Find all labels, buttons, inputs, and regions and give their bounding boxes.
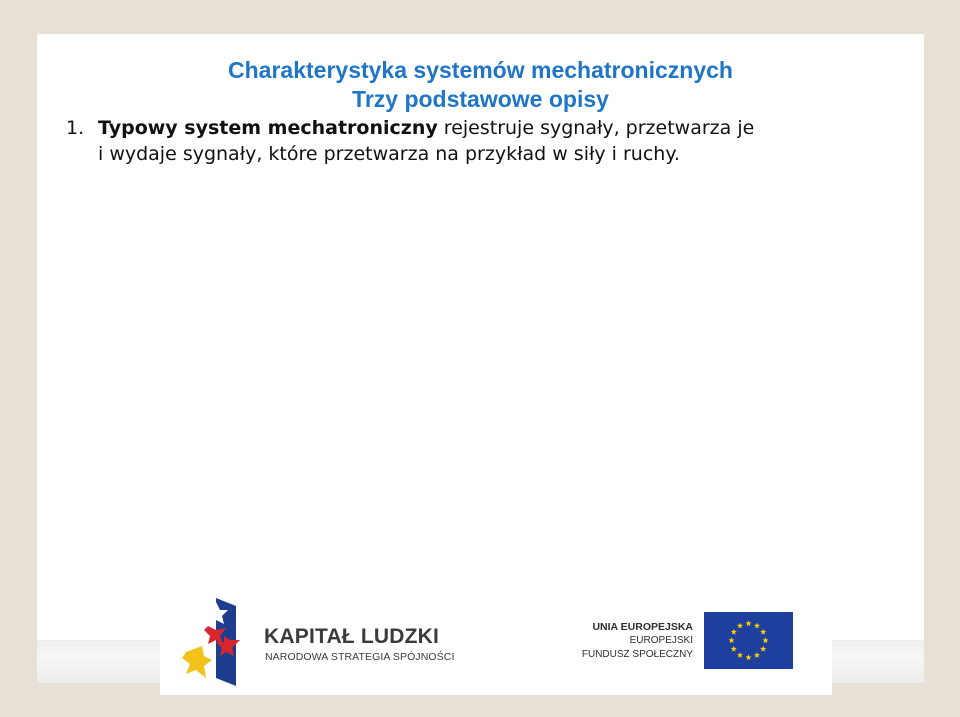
title-line-2: Trzy podstawowe opisy — [352, 86, 609, 112]
kapital-ludzki-logo-icon — [182, 596, 244, 688]
title-line-1: Charakterystyka systemów mechatronicznych — [228, 57, 733, 83]
eu-line-3: FUNDUSZ SPOŁECZNY — [581, 649, 693, 660]
kapital-ludzki-title: KAPITAŁ LUDZKI — [264, 625, 440, 648]
list-item — [66, 115, 884, 167]
slide-title — [37, 56, 924, 114]
eu-line-1: UNIA EUROPEJSKA — [592, 621, 693, 633]
item-text-line-1: rejestruje sygnały, przetwarza je — [437, 117, 755, 139]
eu-fund-text — [558, 620, 693, 662]
logo-panel — [160, 588, 832, 695]
item-text-line-2: i wydaje sygnały, które przetwarza na przykład w siły i ruchy. — [98, 143, 680, 165]
kapital-ludzki-subtitle: NARODOWA STRATEGIA SPÓJNOŚCI — [265, 651, 455, 663]
eu-flag-icon — [704, 612, 793, 669]
item-number: 1. — [66, 117, 85, 139]
item-lead: Typowy system mechatroniczny — [98, 117, 438, 139]
eu-line-2: EUROPEJSKI — [629, 635, 693, 646]
